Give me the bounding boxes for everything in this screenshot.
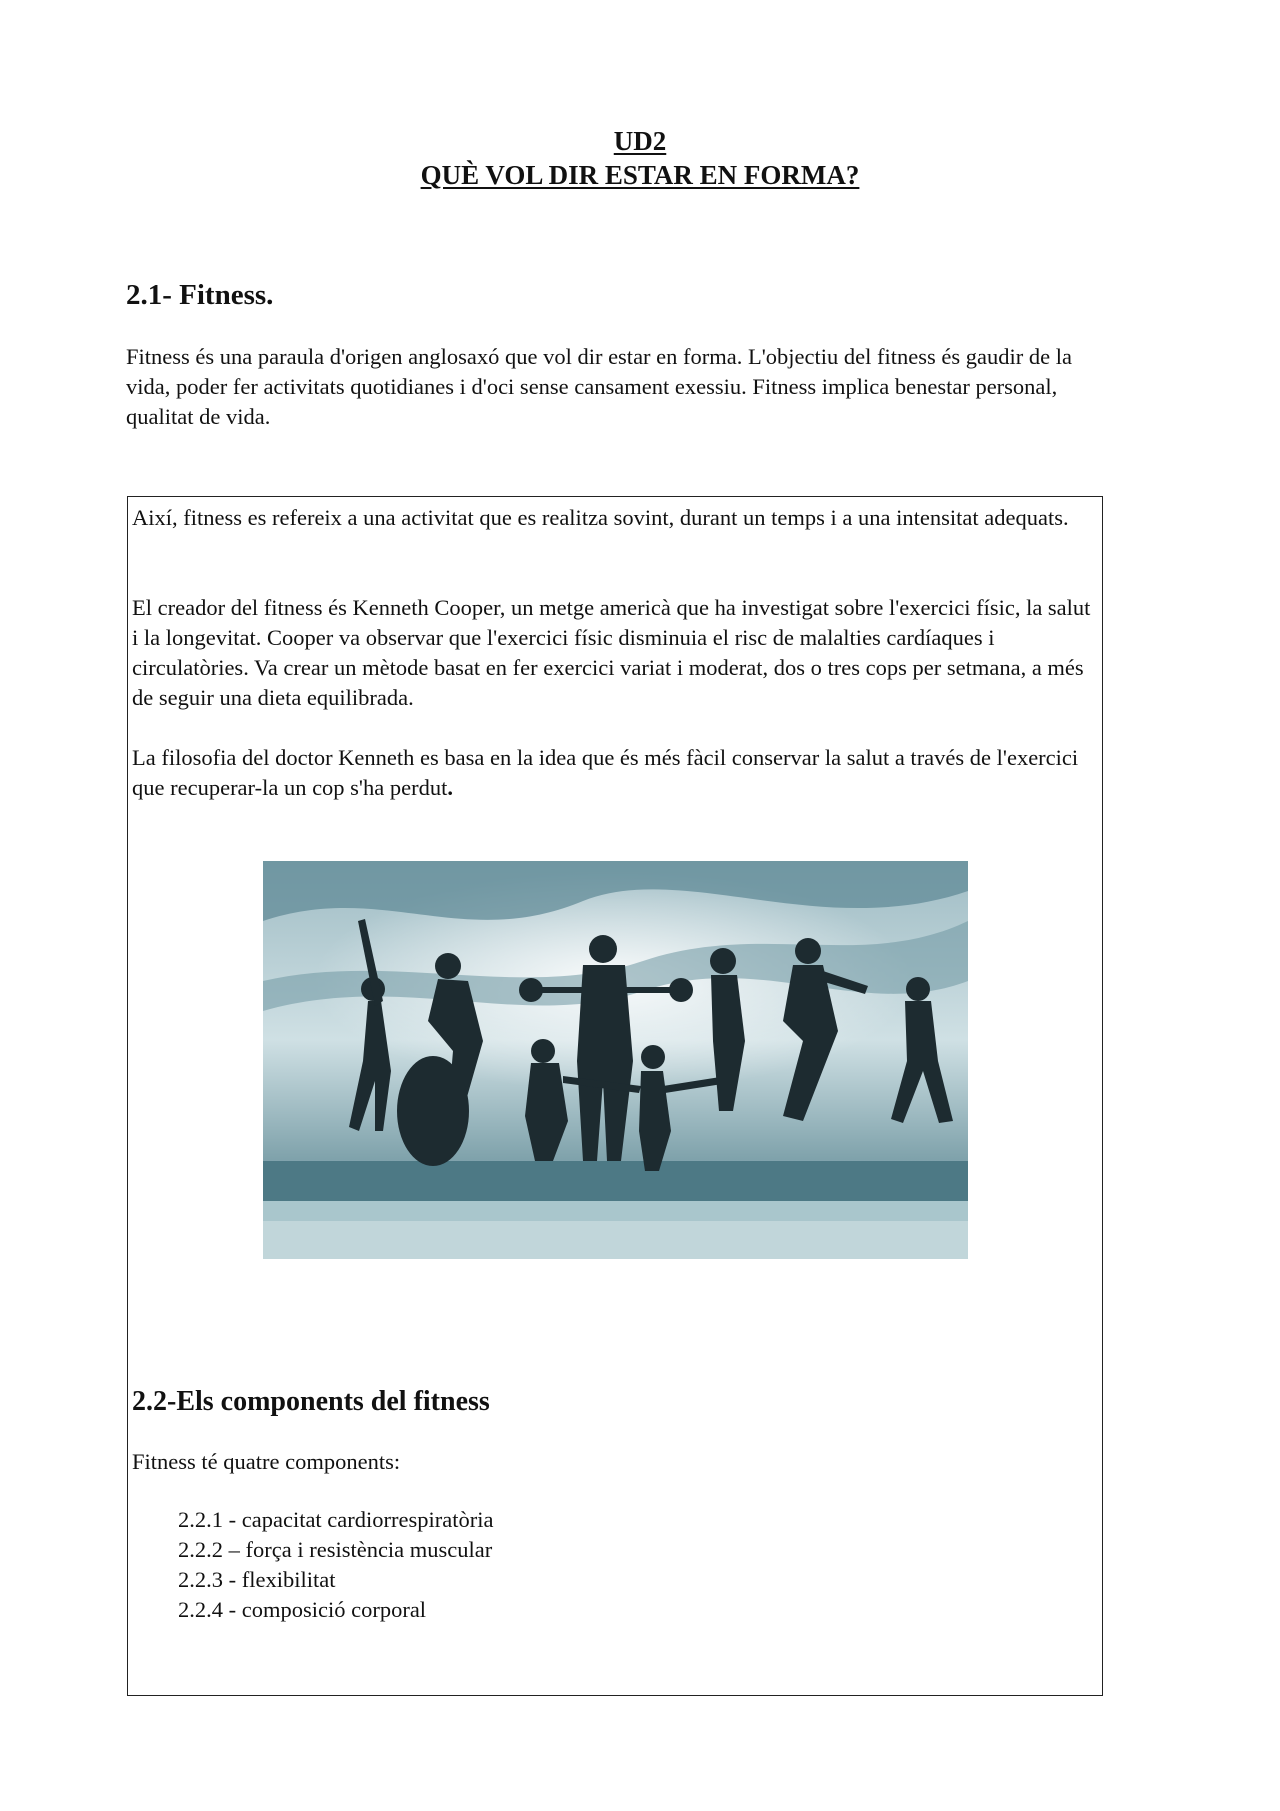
section-heading-components: 2.2-Els components del fitness [132,1386,490,1417]
list-item: 2.2.3 - flexibilitat [178,1567,336,1592]
fitness-athletes-photo [263,861,968,1259]
box-paragraph-1: Així, fitness es refereix a una activitat que es realitza sovint, durant un temps i a una intensitat adequats. [132,505,1069,530]
content-box [127,496,1103,1696]
box-paragraph-3 [132,743,1097,803]
section-heading-fitness: 2.1- Fitness. [126,279,274,311]
fitness-intro-paragraph: Fitness és una paraula d'origen anglosaxó que vol dir estar en forma. L'objectiu del fitness és gaudir de la vida, poder fer activitats quotidianes i d'oci sense cansament exessiu. Fitness implica benestar personal, qualitat de vida. [126,344,1072,429]
components-list [178,1505,493,1625]
box-paragraph-3-text: La filosofia del doctor Kenneth es basa en la idea que és més fàcil conservar la salut a través de l'exercici que recuperar-la un cop s'ha perdut [132,745,1079,800]
title-block [0,124,1280,192]
list-item: 2.2.4 - composició corporal [178,1597,427,1622]
box-paragraph-2: El creador del fitness és Kenneth Cooper, un metge americà que ha investigat sobre l'exercici físic, la salut i la longevitat. Cooper va observar que l'exercici físic disminuia el risc de malalties cardíaques i circulatòries. Va crear un mètode basat en fer exercici variat i moderat, dos o tres cops per setmana, a més de seguir una dieta equilibrada. [132,595,1091,710]
list-item: 2.2.1 - capacitat cardiorrespiratòria [178,1507,494,1532]
athletes-illustration [263,861,968,1259]
components-intro: Fitness té quatre components: [132,1449,401,1474]
box-paragraph-3-end: . [447,775,453,800]
list-item: 2.2.2 – força i resistència muscular [178,1537,493,1562]
page-title: QUÈ VOL DIR ESTAR EN FORMA? [420,160,860,190]
unit-label: UD2 [613,126,667,156]
